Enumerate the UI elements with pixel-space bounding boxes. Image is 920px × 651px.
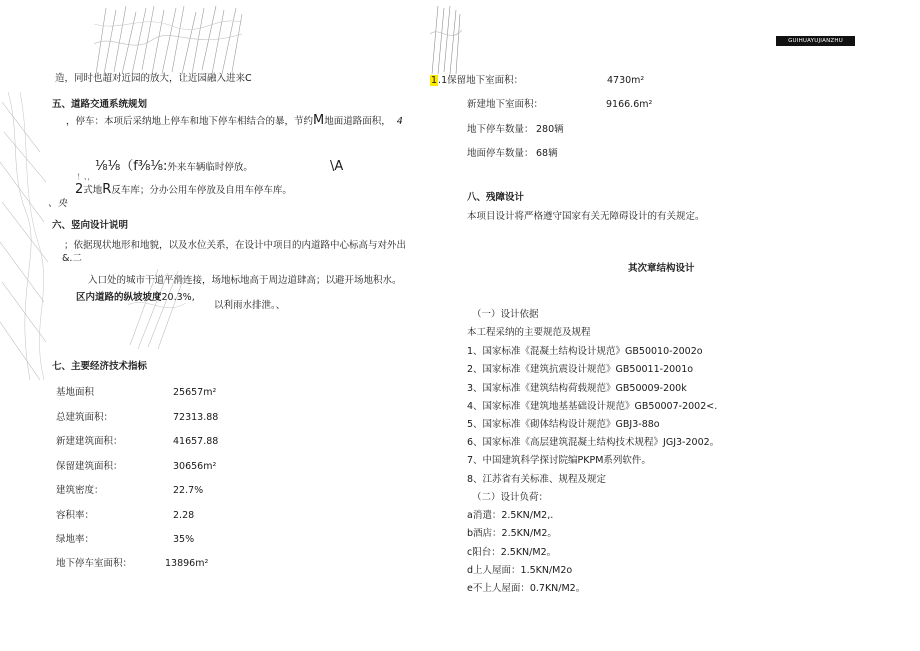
section5-p1-mark: 4 [396, 116, 403, 127]
indicator-value: 13896m² [165, 558, 209, 569]
metric-label: 新建地下室面积： [467, 99, 544, 110]
list-item: 6、国家标准《高层建筑混凝土结构技术规程》JGJ3-2002。 [467, 437, 720, 448]
section5-paragraph-3 [75, 183, 292, 197]
list-item: d上人屋面：1.5KN∕M2o [467, 565, 573, 576]
list-item: 7、中国建筑科学探讨院编PKPM系列软件。 [467, 455, 651, 466]
section5-p3-text: 式地 [83, 185, 103, 196]
section5-p2-text: 外来车辆临时停放。 [167, 162, 253, 173]
list-item: 2、国家标准《建筑抗震设计规范》GB50011-2001o [467, 364, 694, 375]
brand-header-bar [776, 36, 855, 46]
section7-title: 七、主要经济技术指标 [52, 361, 148, 372]
sketch-texture-top-left [92, 4, 244, 76]
section6-paragraph-2: &.二 [62, 253, 82, 264]
metric-value: 68辆 [536, 148, 558, 159]
section6-paragraph-3: 入口处的城市干道平滑连接，场地标地高于周边道肆高；以避开场地积水。 [88, 275, 402, 286]
indicator-value: 35% [173, 534, 195, 545]
section6-p4-bold: 区内道路的纵坡坡度 [76, 292, 162, 303]
brand-text: GUIHUAYUJIANZHU [788, 38, 843, 44]
indicator-value: 72313.88 [173, 412, 219, 423]
indicator-value: 30656m² [173, 461, 217, 472]
section5-title: 五、道路交通系统规划 [52, 99, 148, 110]
list-item: b酒店：2.5KN∕M2。 [467, 528, 557, 539]
indicator-label: 总建筑面积： [56, 412, 114, 423]
section5-paragraph-2 [95, 160, 253, 174]
metric-value: 280辆 [536, 124, 564, 135]
list-item: c阳台：2.5KN/M2。 [467, 547, 557, 558]
section6-p4-tail: 以利雨水排泄。、 [214, 300, 286, 311]
list-item: e不上人屋面：0.7KN∕M2。 [467, 583, 586, 594]
section5-p3-big2: R [102, 182, 112, 197]
basis-title: （一）设计依据 [472, 309, 539, 320]
section6-paragraph-4 [76, 293, 195, 303]
indicator-value: 41657.88 [173, 436, 219, 447]
sketch-texture-top-center [430, 4, 462, 76]
metric-label-text: .1保留地下室面积： [438, 75, 524, 86]
basis-intro: 本工程采纳的主要规范及规程 [467, 327, 591, 338]
section6-paragraph-1: ；依据现状地形和地貌，以及水位关系，在设计中项目的内道路中心标高与对外出 [64, 240, 407, 251]
metric-label-prefix: 1 [431, 75, 438, 86]
list-item: 1、国家标准《混凝土结构设计规范》GB50010-2002o [467, 346, 703, 357]
list-item: 5、国家标准《砌体结构设计规范》GBJ3-88o [467, 419, 660, 430]
metric-label: 地下停车数量： [467, 124, 534, 135]
indicator-label: 容积率： [56, 510, 95, 521]
section5-p3-tail: 反车库；分办公用车停放及自用车停车库。 [111, 185, 292, 196]
metric-label: 地面停车数量： [467, 148, 534, 159]
indicator-label: 绿地率： [56, 534, 95, 545]
section5-p4: 、央 [48, 198, 68, 209]
list-item: 4、国家标准《建筑地基基础设计规范》GB50007-2002<. [467, 401, 718, 412]
section5-paragraph-1 [66, 114, 403, 128]
indicator-label: 基地面积 [56, 387, 95, 398]
indicator-value: 22.7% [173, 485, 204, 496]
section5-p1-text: ，停车：本项后采纳地上停车和地下停车相结合的暴，节约 [66, 116, 314, 127]
indicator-value: 2.28 [173, 510, 195, 521]
indicator-label: 保留建筑面积： [56, 461, 123, 472]
section6-title: 六、竖向设计说明 [52, 220, 129, 231]
section5-p2-symbols: ⅛⅛（f⅜⅛: [95, 159, 168, 174]
section5-p2-mark: \A [330, 159, 344, 174]
list-item: 8、江苏省有关标准、规程及规定 [467, 474, 607, 485]
section5-p1-big: M [313, 113, 325, 128]
chapter-title: 其次章结构设计 [628, 263, 695, 274]
section6-p4-value: 20.3%, [161, 292, 195, 303]
list-item: a消遣：2.5KN∕M2,. [467, 510, 554, 521]
loads-title: （二）设计负荷： [472, 492, 549, 503]
indicator-value: 25657m² [173, 387, 217, 398]
section8-title: 八、残障设计 [467, 192, 525, 203]
sketch-texture-left-margin [0, 92, 52, 382]
metric-value: 4730m² [607, 75, 645, 86]
list-item: 3、国家标准《建筑结构荷载规范》GB50009-200k [467, 383, 687, 394]
section5-p1-tail: 地面道路面积， [324, 116, 391, 127]
section8-paragraph: 本项目设计将严格遵守国家有关无障碍设计的有关规定。 [467, 211, 705, 222]
indicator-label: 建筑密度： [56, 485, 104, 496]
metric-value: 9166.6m² [606, 99, 653, 110]
indicator-label: 新建建筑面积： [56, 436, 123, 447]
indicator-label: 地下停车室面积： [56, 558, 133, 569]
section5-p3-mark: ！、， [77, 173, 95, 181]
metric-label [430, 76, 523, 86]
intro-line: 造，同时也超对近园的放大，让近园融入进来C [55, 73, 252, 84]
section5-p3-big: 2 [75, 182, 84, 197]
